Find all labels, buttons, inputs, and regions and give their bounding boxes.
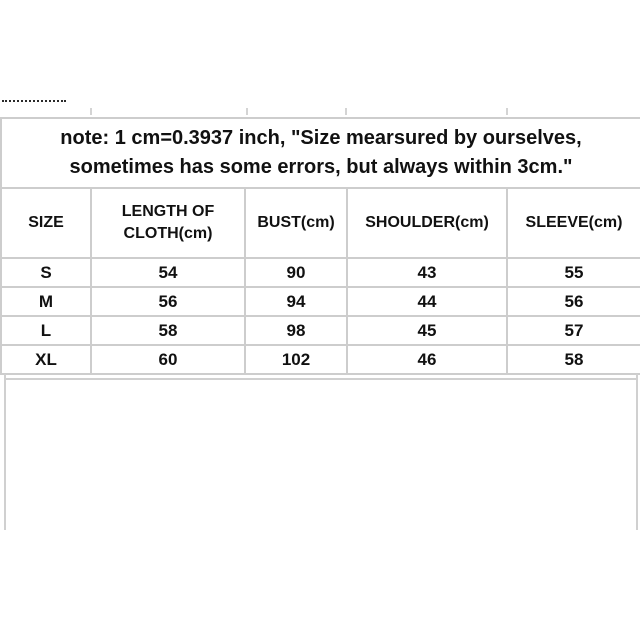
shoulder-cell: 43 (347, 258, 507, 287)
shoulder-cell: 45 (347, 316, 507, 345)
size-cell: L (1, 316, 91, 345)
length-cell: 54 (91, 258, 245, 287)
header-length-of-cloth (91, 188, 245, 258)
length-cell: 56 (91, 287, 245, 316)
bust-cell: 98 (245, 316, 347, 345)
sleeve-cell: 56 (507, 287, 640, 316)
column-tick (506, 108, 508, 115)
column-tick (345, 108, 347, 115)
cropped-text-fragment (2, 100, 66, 106)
table-row (1, 345, 640, 374)
shoulder-cell: 46 (347, 345, 507, 374)
size-cell: XL (1, 345, 91, 374)
column-tick (246, 108, 248, 115)
sleeve-cell: 57 (507, 316, 640, 345)
length-cell: 58 (91, 316, 245, 345)
bust-cell: 90 (245, 258, 347, 287)
bust-cell: 94 (245, 287, 347, 316)
shoulder-cell: 44 (347, 287, 507, 316)
panel-tick (4, 374, 6, 380)
header-label: SHOULDER(cm) (365, 214, 489, 231)
header-size (1, 188, 91, 258)
size-chart-table (0, 117, 640, 375)
header-row (1, 188, 640, 258)
column-tick (90, 108, 92, 115)
table-row (1, 316, 640, 345)
header-bust (245, 188, 347, 258)
header-label: CLOTH(cm) (123, 225, 213, 242)
note-line-2: sometimes has some errors, but always within 3cm." (69, 156, 573, 178)
sleeve-cell: 58 (507, 345, 640, 374)
note-row (1, 118, 640, 188)
bust-cell: 102 (245, 345, 347, 374)
size-cell: S (1, 258, 91, 287)
note-line-1: note: 1 cm=0.3937 inch, "Size mearsured by ourselves, (60, 127, 582, 149)
header-label: SIZE (28, 214, 64, 231)
empty-panel (4, 378, 638, 530)
measurement-note (1, 118, 640, 188)
table-row (1, 258, 640, 287)
header-shoulder (347, 188, 507, 258)
size-cell: M (1, 287, 91, 316)
table-row (1, 287, 640, 316)
panel-tick (636, 374, 638, 380)
length-cell: 60 (91, 345, 245, 374)
cropped-header-strip (0, 96, 640, 118)
header-sleeve (507, 188, 640, 258)
header-label: LENGTH OF (121, 203, 215, 220)
sleeve-cell: 55 (507, 258, 640, 287)
header-label: BUST(cm) (257, 214, 335, 231)
header-label: SLEEVE(cm) (525, 214, 623, 231)
